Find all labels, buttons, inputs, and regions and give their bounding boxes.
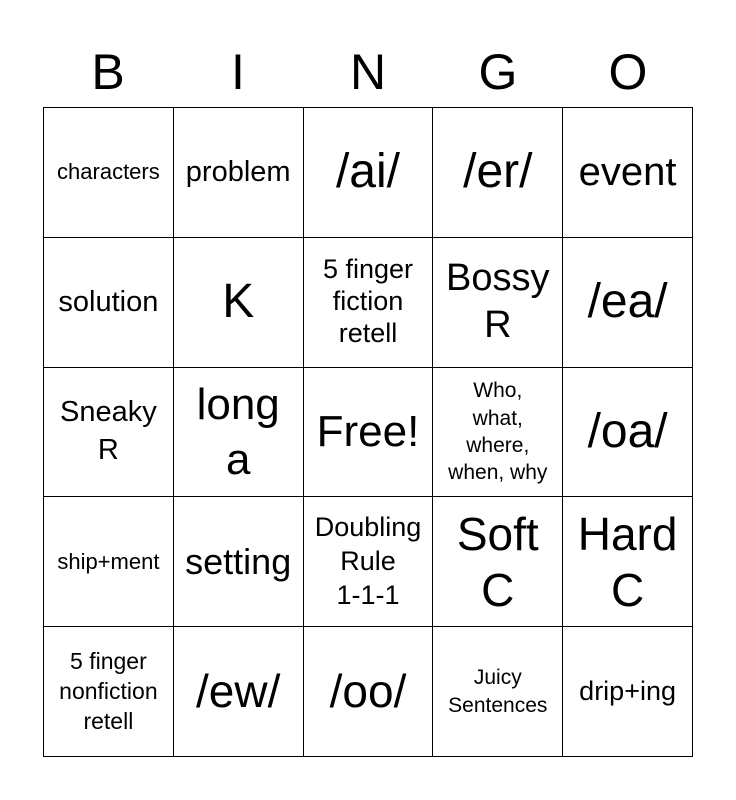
- bingo-cell-r1c4[interactable]: /er/: [433, 108, 563, 238]
- bingo-cell-r2c5[interactable]: /ea/: [563, 238, 693, 368]
- bingo-cell-r3c3-free-space[interactable]: Free!: [304, 368, 434, 498]
- bingo-cell-r3c2[interactable]: long a: [174, 368, 304, 498]
- header-letter-g: G: [478, 44, 518, 100]
- bingo-cell-r1c1[interactable]: characters: [44, 108, 174, 238]
- bingo-cell-r2c1[interactable]: solution: [44, 238, 174, 368]
- bingo-cell-r1c2[interactable]: problem: [174, 108, 304, 238]
- header-letter-o: O: [608, 44, 648, 100]
- bingo-cell-r2c4[interactable]: Bossy R: [433, 238, 563, 368]
- bingo-cell-r3c1[interactable]: Sneaky R: [44, 368, 174, 498]
- bingo-cell-r4c3[interactable]: Doubling Rule 1-1-1: [304, 497, 434, 627]
- bingo-cell-r5c4[interactable]: Juicy Sentences: [433, 627, 563, 757]
- header-letter-b: B: [91, 44, 125, 100]
- bingo-cell-r5c3[interactable]: /oo/: [304, 627, 434, 757]
- header-letter-n: N: [349, 44, 387, 100]
- bingo-cell-r5c2[interactable]: /ew/: [174, 627, 304, 757]
- bingo-board: [43, 107, 693, 757]
- bingo-cell-r3c4[interactable]: Who, what, where, when, why: [433, 368, 563, 498]
- bingo-cell-r1c5[interactable]: event: [563, 108, 693, 238]
- bingo-cell-r5c5[interactable]: drip+ing: [563, 627, 693, 757]
- bingo-cell-r3c5[interactable]: /oa/: [563, 368, 693, 498]
- header-letter-i: I: [231, 44, 245, 100]
- bingo-cell-r2c3[interactable]: 5 finger fiction retell: [304, 238, 434, 368]
- bingo-cell-r2c2[interactable]: K: [174, 238, 304, 368]
- bingo-cell-r4c1[interactable]: ship+ment: [44, 497, 174, 627]
- bingo-cell-r4c4[interactable]: Soft C: [433, 497, 563, 627]
- bingo-header: [43, 36, 693, 108]
- bingo-cell-r4c5[interactable]: Hard C: [563, 497, 693, 627]
- bingo-cell-r4c2[interactable]: setting: [174, 497, 304, 627]
- bingo-cell-r1c3[interactable]: /ai/: [304, 108, 434, 238]
- bingo-cell-r5c1[interactable]: 5 finger nonfiction retell: [44, 627, 174, 757]
